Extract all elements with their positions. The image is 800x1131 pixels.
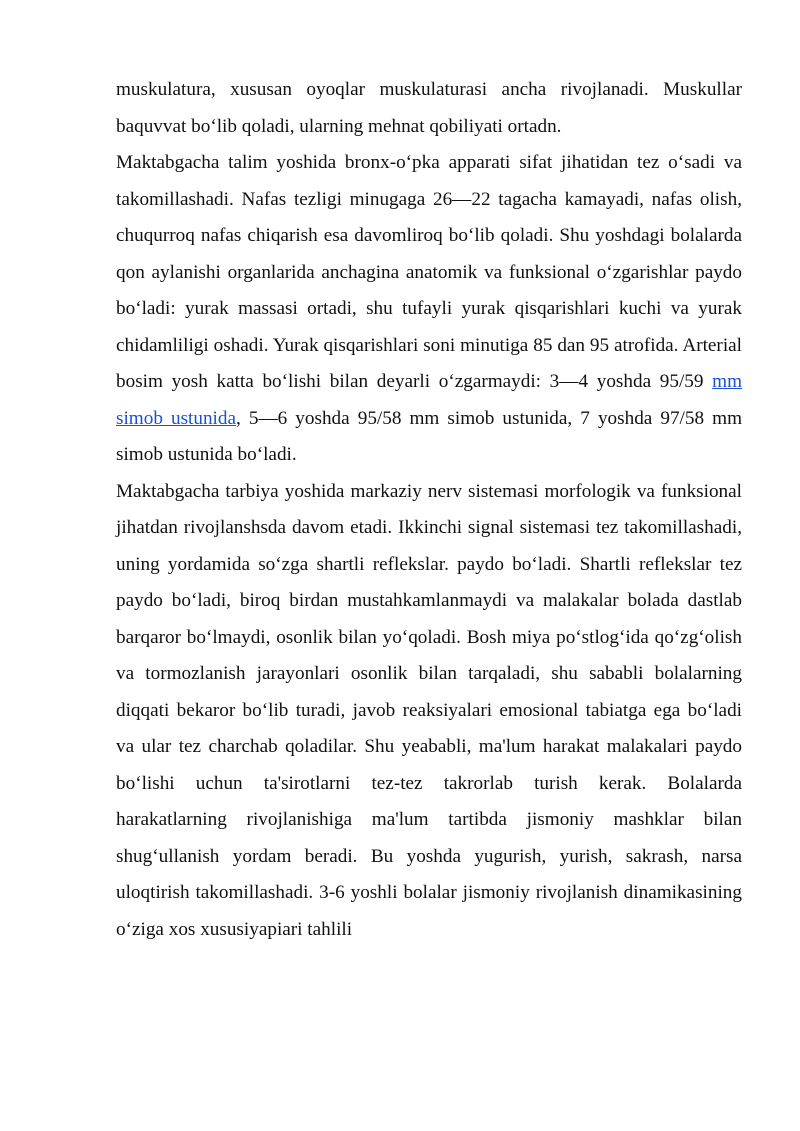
paragraph-3: Maktabgacha tarbiya yoshida markaziy nerv sistemasi morfologik va funksional jihatdan rivojlanshsda davom etadi. Ikkinchi signal sistemasi tez takomillashadi, uning yordamida so‘zga shartli reflekslar. paydo bo‘ladi. Shartli reflekslar tez paydo bo‘ladi, biroq birdan mustahkamlanmaydi va malakalar bolada dastlab barqaror bo‘lmaydi, osonlik bilan yo‘qoladi. Bosh miya po‘stlog‘ida qo‘zg‘olish va tormozlanish jarayonlari osonlik bilan tarqaladi, shu sababli bolalarning diqqati bekaror bo‘lib turadi, javob reaksiyalari emosional tabiatga ega bo‘ladi va ular tez charchab qoladilar. Shu yeababli, ma'lum harakat malakalari paydo bo‘lishi uchun ta'sirotlarni tez-tez takrorlab turish kerak. Bolalarda harakatlarning rivojlanishiga ma'lum tartibda jismoniy mashklar bilan shug‘ullanish yordam beradi. Bu yoshda yugurish, yurish, sakrash, narsa uloqtirish takomillashadi. 3-6 yoshli bolalar jismoniy rivojlanish dinamikasining o‘ziga xos xususiyapiari tahlili [116, 480, 742, 940]
paragraph-1: muskulatura, xususan oyoqlar muskulaturasi ancha rivojlanadi. Muskullar baquvvat bo‘lib qoladi, ularning mehnat qobiliyati ortadn. [116, 79, 742, 137]
paragraph-2 [116, 145, 742, 474]
paragraph-2-text-end: , 5—6 yoshda 95/58 mm simob ustunida, 7 yoshda 97/58 mm simob ustunida bo‘ladi. [116, 407, 742, 465]
paragraph-2-text-start: Maktabgacha talim yoshida bronx-o‘pka apparati sifat jihatidan tez o‘sadi va takomillashadi. Nafas tezligi minugaga 26—22 tagacha kamayadi, nafas olish, chuqurroq nafas chiqarish esa davomliroq bo‘lib qoladi. Shu yoshdagi bolalarda qon aylanishi organlarida anchagina anatomik va funksional o‘zgarishlar paydo bo‘ladi: yurak massasi ortadi, shu tufayli yurak qisqarishlari kuchi va yurak chidamliligi oshadi. Yurak qisqarishlari soni minutiga 85 dan 95 atrofida. Arterial bosim yosh katta bo‘lishi bilan deyarli o‘zgarmaydi: 3—4 yoshda 95/59 [116, 152, 742, 392]
document-page [116, 72, 742, 948]
mm-simob-ustunida-link[interactable]: mm simob ustunida [116, 371, 742, 429]
